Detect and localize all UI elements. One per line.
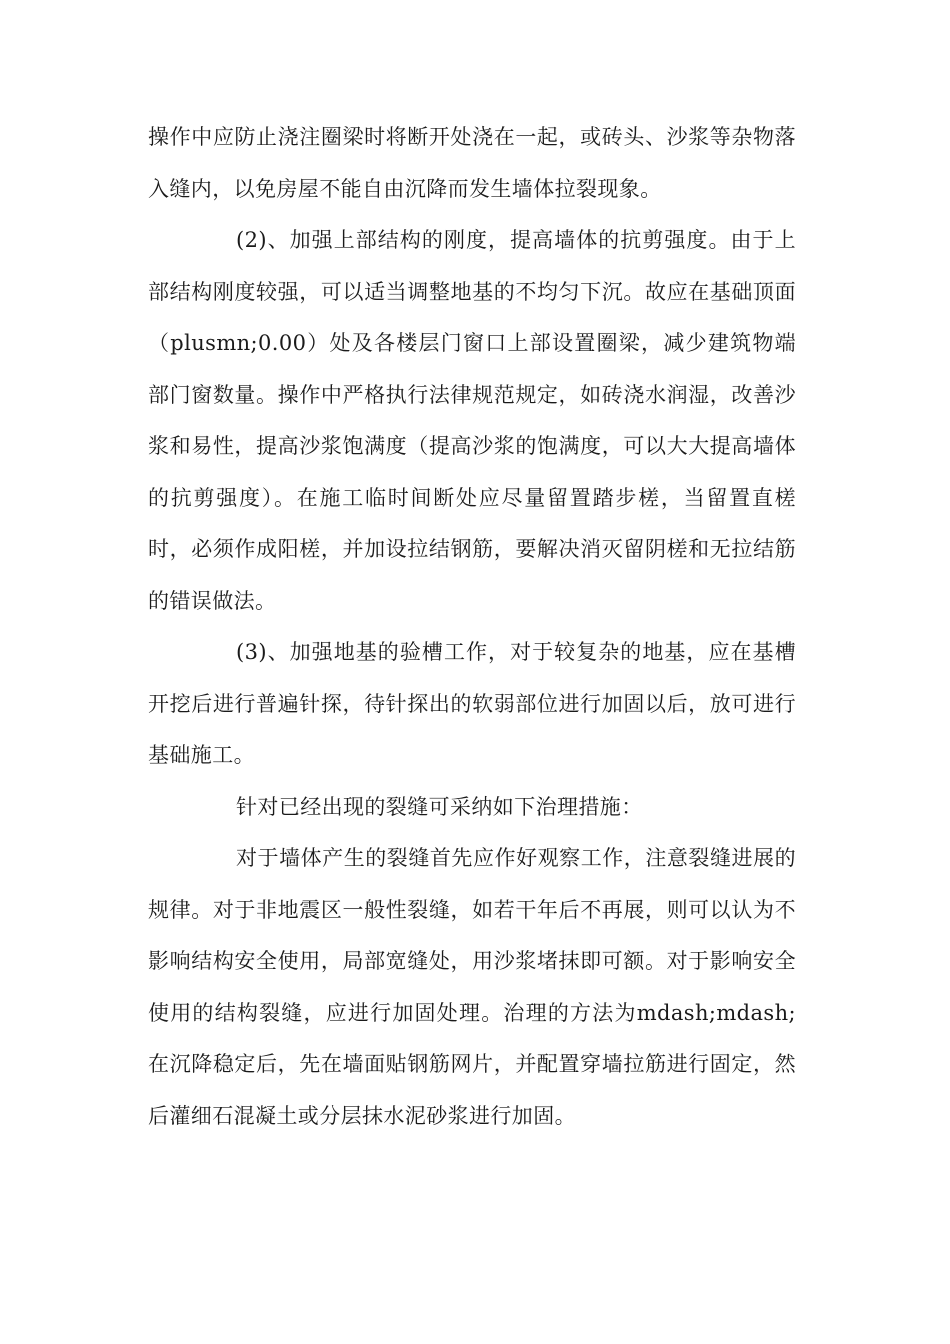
- paragraph-continuation: 操作中应防止浇注圈梁时将断开处浇在一起，或砖头、沙浆等杂物落入缝内，以免房屋不能自由沉降而发生墙体拉裂现象。: [148, 125, 796, 201]
- paragraph-measure-2: (2)、加强上部结构的刚度，提高墙体的抗剪强度。由于上部结构刚度较强，可以适当调整地基的不均匀下沉。故应在基础顶面（plusmn;0.00）处及各楼层门窗口上部设置圈梁，减少建筑物端部门窗数量。操作中严格执行法律规范规定，如砖浇水润湿，改善沙浆和易性，提高沙浆饱满度（提高沙浆的饱满度，可以大大提高墙体的抗剪强度）。在施工临时间断处应尽量留置踏步槎，当留置直槎时，必须作成阳槎，并加设拉结钢筋，要解决消灭留阴槎和无拉结筋的错误做法。: [148, 228, 796, 613]
- paragraph-measure-3: (3)、加强地基的验槽工作，对于较复杂的地基，应在基槽开挖后进行普遍针探，待针探出的软弱部位进行加固以后，放可进行基础施工。: [148, 640, 796, 767]
- paragraph-treatment-intro: 针对已经出现的裂缝可采纳如下治理措施：: [236, 794, 643, 819]
- paragraph-treatment-method: 对于墙体产生的裂缝首先应作好观察工作，注意裂缝进展的规律。对于非地震区一般性裂缝，如若干年后不再展，则可以认为不影响结构安全使用，局部宽缝处，用沙浆堵抹即可额。对于影响安全使用的结构裂缝，应进行加固处理。治理的方法为mdash;mdash;在沉降稳定后，先在墙面贴钢筋网片，并配置穿墙拉筋进行固定，然后灌细石混凝土或分层抹水泥砂浆进行加固。: [148, 846, 796, 1128]
- document-body: [148, 112, 796, 1142]
